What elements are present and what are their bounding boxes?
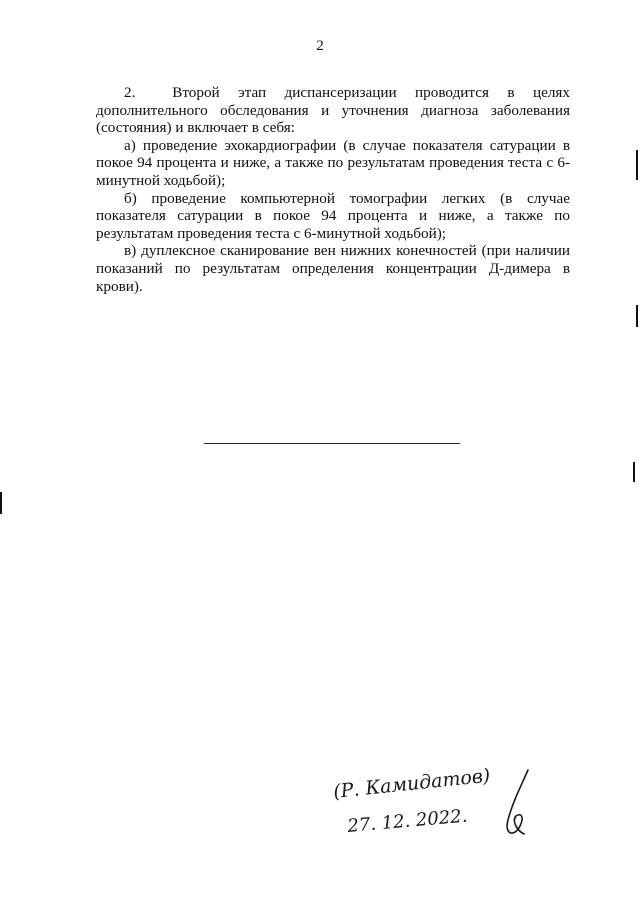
scan-artifact-right-2	[636, 305, 638, 327]
paragraph-item-a: а) проведение эхокардиографии (в случае показателя сатурации в покое 94 процента и ниже, а также по результатам проведения теста с 6-минутной ходьбой);	[96, 136, 570, 189]
page-number: 2	[316, 38, 324, 54]
scan-artifact-right-3	[633, 462, 635, 482]
signature-name: (Р. Камидатов)	[332, 764, 492, 803]
paragraph-stage-two: 2. Второй этап диспансеризации проводится в целях дополнительного обследования и уточнения диагноза заболевания (состояния) и включает в себя:	[96, 84, 570, 137]
signature-date: 27. 12. 2022.	[346, 805, 469, 837]
document-body	[96, 84, 570, 295]
signature-flourish	[507, 770, 528, 834]
end-of-text-divider	[204, 443, 460, 444]
scan-artifact-right-1	[636, 150, 638, 180]
scan-artifact-left	[0, 492, 2, 514]
paragraph-item-v: в) дуплексное сканирование вен нижних конечностей (при наличии показаний по результатам определения концентрации Д-димера в крови).	[96, 242, 570, 295]
paragraph-item-b: б) проведение компьютерной томографии легких (в случае показателя сатурации в покое 94 процента и ниже, а также по результатам проведения теста с 6-минутной ходьбой);	[96, 189, 570, 242]
handwritten-signature	[330, 760, 550, 860]
